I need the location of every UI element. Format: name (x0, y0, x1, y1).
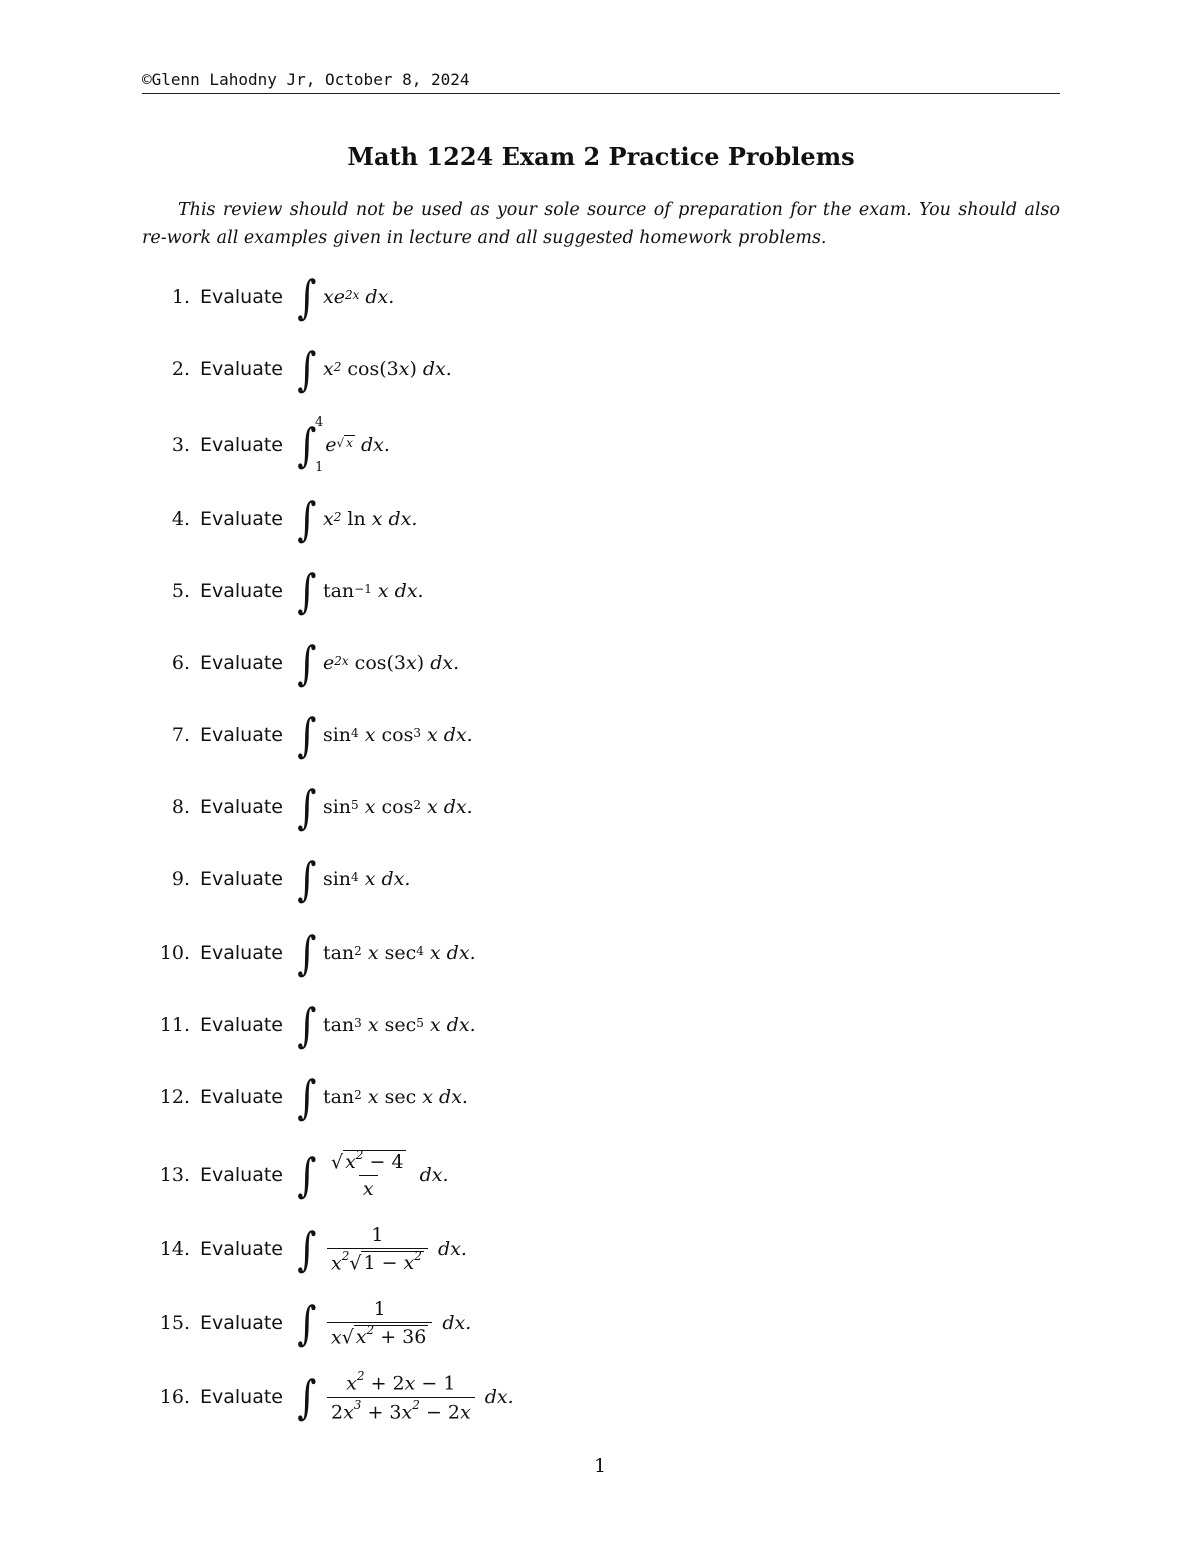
integral-sign-icon: ∫ (297, 926, 317, 980)
problem-number: 11. (159, 1014, 190, 1036)
evaluate-label: Evaluate (200, 358, 283, 380)
problem-10 (142, 920, 1060, 986)
lower-limit: 1 (314, 460, 324, 475)
problem-2 (142, 336, 1060, 402)
page-title: Math 1224 Exam 2 Practice Problems (347, 142, 855, 171)
problem-3 (142, 412, 1060, 478)
page-number: 1 (593, 1455, 607, 1477)
integral-sign-icon: ∫ (297, 636, 317, 690)
integrand: tan $^2$ x sec $^4$ x dx. (322, 942, 476, 964)
integral-sign-icon: ∫ (297, 708, 317, 762)
problem-number: 6. (171, 652, 190, 674)
problem-15 (142, 1290, 1060, 1356)
evaluate-label: Evaluate (200, 1014, 283, 1036)
integral-sign-icon: ∫ (297, 998, 317, 1052)
integrand: $\frac{1}{x√ x^2 + 36}$ dx. (323, 1298, 471, 1348)
evaluate-label: Evaluate (200, 652, 283, 674)
integral-sign-icon: ∫ (297, 1296, 317, 1350)
integral-sign-icon: ∫ (297, 418, 317, 472)
problem-number: 12. (159, 1086, 190, 1108)
integral-sign-icon: ∫ (297, 492, 317, 546)
integral-sign-icon: ∫ (297, 1370, 317, 1424)
problem-number: 7. (171, 724, 190, 746)
integrand: tan $^2$ x sec x dx. (322, 1086, 468, 1108)
evaluate-label: Evaluate (200, 1238, 283, 1260)
evaluate-label: Evaluate (200, 508, 283, 530)
problem-14 (142, 1216, 1060, 1282)
integral-sign-icon: ∫ (297, 1222, 317, 1276)
integrand: e $^{√ x}$ dx. (325, 434, 390, 456)
integrand: tan $^{-1}$ x dx. (322, 580, 424, 602)
problem-number: 9. (171, 868, 190, 890)
integral-sign-icon: ∫ (297, 1148, 317, 1202)
integrand: x $^2$ ln x dx. (322, 508, 418, 530)
evaluate-label: Evaluate (200, 868, 283, 890)
problem-4 (142, 486, 1060, 552)
integrand: e $^{2x}$ cos(3 x ) dx. (322, 652, 460, 674)
evaluate-label: Evaluate (200, 796, 283, 818)
evaluate-label: Evaluate (200, 286, 283, 308)
integrand: $\frac{1}{x^2√ 1 - x^2}$ dx. (323, 1224, 467, 1274)
problem-9 (142, 846, 1060, 912)
problem-13 (142, 1142, 1060, 1208)
problem-number: 10. (159, 942, 190, 964)
problem-6 (142, 630, 1060, 696)
integrand: sin $^5$ x cos $^2$ x dx. (322, 796, 473, 818)
integral-sign-icon: ∫ (297, 342, 317, 396)
problem-number: 5. (171, 580, 190, 602)
problem-number: 3. (171, 434, 190, 456)
integrand: $\frac{x^2 + 2x - 1}{2x^3 + 3x^2 - 2x}$ dx. (323, 1371, 514, 1423)
integrand: sin $^4$ x cos $^3$ x dx. (322, 724, 473, 746)
problem-number: 14. (159, 1238, 190, 1260)
problem-number: 1. (171, 286, 190, 308)
problem-5 (142, 558, 1060, 624)
problem-number: 16. (159, 1386, 190, 1408)
integral-sign-icon: ∫ (297, 780, 317, 834)
evaluate-label: Evaluate (200, 942, 283, 964)
problem-number: 8. (171, 796, 190, 818)
intro-paragraph (142, 196, 1060, 252)
page-header: ©Glenn Lahodny Jr, October 8, 2024 (142, 70, 1060, 94)
problem-8 (142, 774, 1060, 840)
integrand: x $^2$ cos(3 x ) dx. (322, 358, 452, 380)
evaluate-label: Evaluate (200, 580, 283, 602)
intro-text: This review should not be used as your sole source of preparation for the exam. You should also re-work all examples given in lecture and all suggested homework problems. (142, 200, 1060, 248)
problem-number: 15. (159, 1312, 190, 1334)
problem-7 (142, 702, 1060, 768)
problem-16 (142, 1364, 1060, 1430)
problem-number: 13. (159, 1164, 190, 1186)
integral-sign-icon: ∫ (297, 852, 317, 906)
integrand: tan $^3$ x sec $^5$ x dx. (322, 1014, 476, 1036)
evaluate-label: Evaluate (200, 434, 283, 456)
integral-sign-icon: ∫ (297, 270, 317, 324)
integrand: sin $^4$ x dx. (322, 868, 411, 890)
evaluate-label: Evaluate (200, 1086, 283, 1108)
integral-sign-icon: ∫ (297, 564, 317, 618)
integrand: x e $^{2x}$ dx. (322, 286, 395, 308)
evaluate-label: Evaluate (200, 1164, 283, 1186)
problem-number: 4. (171, 508, 190, 530)
evaluate-label: Evaluate (200, 1386, 283, 1408)
problem-number: 2. (171, 358, 190, 380)
integrand: $\frac{√ x^2 - 4}{x}$ dx. (330, 1147, 449, 1201)
evaluate-label: Evaluate (200, 1312, 283, 1334)
problem-11 (142, 992, 1060, 1058)
problem-1 (142, 264, 1060, 330)
evaluate-label: Evaluate (200, 724, 283, 746)
integral-sign-icon: ∫ (297, 1070, 317, 1124)
problem-12 (142, 1064, 1060, 1130)
upper-limit: 4 (314, 415, 324, 430)
